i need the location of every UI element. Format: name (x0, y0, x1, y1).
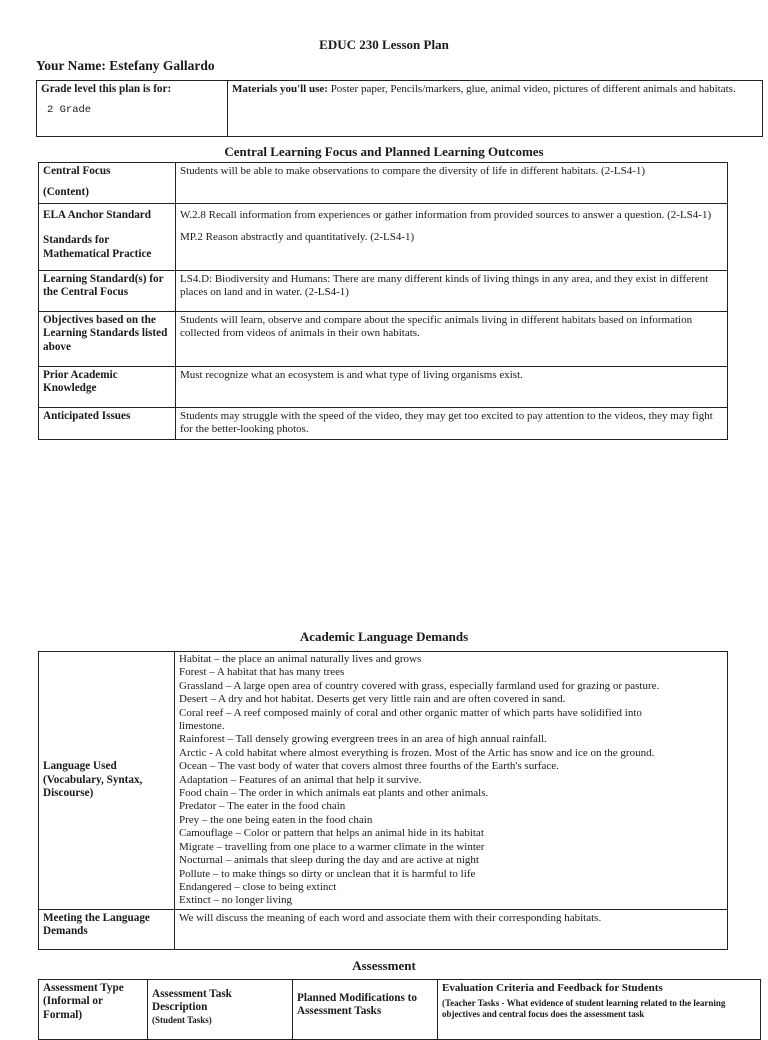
vocab-item: Arctic - A cold habitat where almost everything is frozen. Most of the Artic has snow and ice on the ground. (179, 746, 655, 759)
assessment-section-title: Assessment (352, 958, 416, 973)
vocab-item: Habitat – the place an animal naturally lives and grows (179, 653, 422, 665)
vocab-item: Rainforest – Tall densely growing evergreen trees in an area of high annual rainfall. (179, 733, 547, 746)
teacher-tasks-subtitle: (Teacher Tasks - What evidence of student learning related to the learning objectives and central focus does the assessment task (442, 998, 726, 1020)
vocab-item: Endangered – close to being extinct (179, 880, 337, 893)
central-focus-sublabel: (Content) (43, 186, 89, 199)
learning-focus-table (38, 162, 728, 440)
standards-label-cell (39, 204, 176, 271)
vocab-item: Extinct – no longer living (179, 894, 293, 907)
evaluation-criteria-title: Evaluation Criteria and Feedback for Students (442, 982, 663, 994)
ela-standard-label: ELA Anchor Standard (43, 209, 151, 221)
central-focus-value: Students will be able to make observations to compare the diversity of life in different habitats. (2-LS4-1) (176, 163, 728, 204)
student-tasks-subtitle: (Student Tasks) (152, 1014, 212, 1025)
language-used-label: Language Used (Vocabulary, Syntax, Discourse) (39, 652, 175, 910)
student-name: Your Name: Estefany Gallardo (36, 58, 215, 73)
learning-standard-label: Learning Standard(s) for the Central Focus (39, 271, 176, 312)
learning-standard-value: LS4.D: Biodiversity and Humans: There are many different kinds of living things in any area, and they exist in different places on land and in water. (2-LS4-1) (176, 271, 728, 312)
ela-standard-value: W.2.8 Recall information from experiences or gather information from provided sources to answer a question. (2-LS4-1) (180, 209, 712, 221)
central-focus-label: Central Focus (43, 165, 111, 177)
assessment-type-header: Assessment Type (Informal or Formal) (39, 980, 148, 1040)
anticipated-issues-value: Students may struggle with the speed of the video, they may get too excited to pay attention to the videos, they may fight for the better-looking photos. (176, 408, 728, 440)
vocab-item: Food chain – The order in which animals eat plants and other animals. (179, 787, 489, 800)
prior-knowledge-label: Prior Academic Knowledge (39, 367, 176, 408)
grade-label: Grade level this plan is for: (41, 83, 172, 95)
anticipated-issues-label: Anticipated Issues (39, 408, 176, 440)
task-description-title: Assessment Task Description (152, 988, 232, 1014)
assessment-table (38, 979, 761, 1040)
materials-cell (228, 81, 763, 137)
vocab-item: Coral reef – A reef composed mainly of coral and other organic matter of which parts have solidified into (179, 706, 642, 719)
grade-cell (37, 81, 228, 137)
vocab-item: Grassland – A large open area of country covered with grass, especially farmland used for grazing or pasture. (179, 679, 660, 692)
standards-value-cell (176, 204, 728, 271)
language-section-title: Academic Language Demands (299, 629, 469, 644)
vocab-item: Forest – A habitat that has many trees (179, 666, 345, 679)
vocabulary-list (175, 652, 728, 910)
vocab-item: Prey – the one being eaten in the food chain (179, 813, 373, 826)
vocab-item: Predator – The eater in the food chain (179, 800, 346, 813)
academic-language-table (38, 651, 728, 950)
materials-value: Poster paper, Pencils/markers, glue, animal video, pictures of different animals and habitats. (327, 83, 736, 95)
vocab-item: Migrate – travelling from one place to a warmer climate in the winter (179, 840, 485, 853)
vocab-item: Camouflage – Color or pattern that helps an animal hide in its habitat (179, 827, 484, 840)
vocab-item: Nocturnal – animals that sleep during the day and are active at night (179, 854, 479, 867)
evaluation-criteria-header (438, 980, 761, 1040)
meeting-demands-value: We will discuss the meaning of each word and associate them with their corresponding habitats. (175, 910, 728, 950)
objectives-label: Objectives based on the Learning Standards listed above (39, 312, 176, 367)
materials-label: Materials you'll use: (232, 83, 328, 95)
math-practice-label: Standards for Mathematical Practice (43, 234, 152, 260)
vocab-item: Ocean – The vast body of water that covers almost three fourths of the Earth's surface. (179, 760, 559, 773)
modifications-header: Planned Modifications to Assessment Tasks (293, 980, 438, 1040)
prior-knowledge-value: Must recognize what an ecosystem is and what type of living organisms exist. (176, 367, 728, 408)
grade-value: 2 Grade (47, 104, 92, 117)
vocab-item: Pollute – to make things so dirty or unclean that it is harmful to life (179, 867, 476, 880)
grade-materials-table (36, 80, 763, 137)
meeting-demands-label: Meeting the Language Demands (39, 910, 175, 950)
focus-section-title: Central Learning Focus and Planned Learning Outcomes (224, 144, 544, 159)
vocab-item: Desert – A dry and hot habitat. Deserts get very little rain and are often covered in sand. (179, 693, 566, 706)
vocab-item: limestone. (179, 720, 225, 733)
objectives-value: Students will learn, observe and compare about the specific animals living in different habitats based on information collected from videos of animals in their own habitats. (176, 312, 728, 367)
central-focus-label-cell (39, 163, 176, 204)
document-title: EDUC 230 Lesson Plan (319, 37, 449, 52)
task-description-header (148, 980, 293, 1040)
vocab-item: Adaptation – Features of an animal that help it survive. (179, 773, 422, 786)
math-practice-value: MP.2 Reason abstractly and quantitatively. (2-LS4-1) (180, 231, 415, 244)
